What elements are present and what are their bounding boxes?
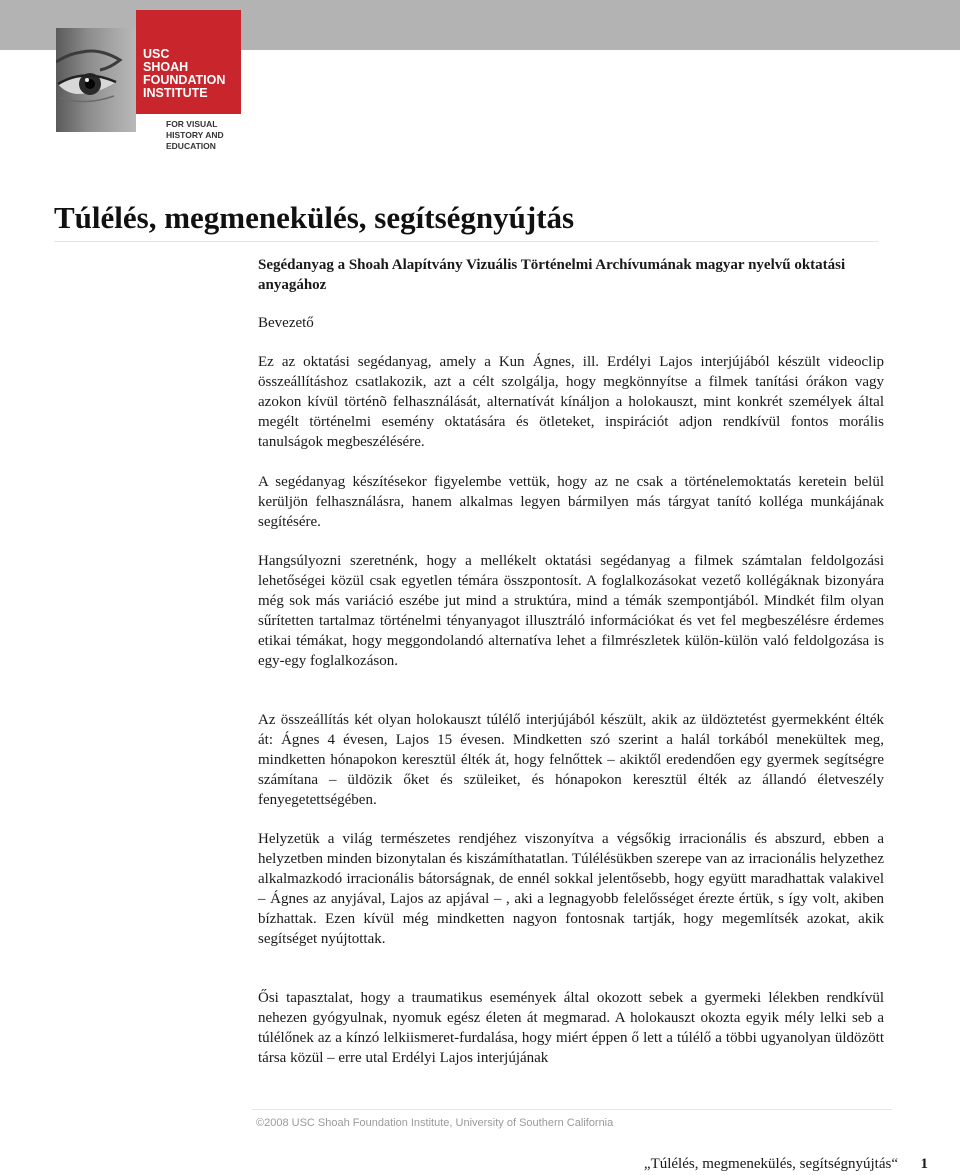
paragraph: Hangsúlyozni szeretnénk, hogy a mellékelt oktatási segédanyag a filmek számtalan feldolgozási lehetőségei közül csak egyetlen témára összpontosít. A foglalkozásokat vezető kollégáknak bizonyára még sok más variáció eszébe jut mind a struktúra, mind a témák szempontjából. Mindkét film olyan sűrítetten tartalmaz történelmi tényanyagot illusztráló információkat és vet fel megbeszélésre érdemes etikai témákat, hogy meggondolandó alternatíva lehet a filmrészletek külön-külön való feldolgozása is egy-egy foglalkozáson. bbox=[258, 553, 884, 669]
logo-tagline-line: HISTORY AND bbox=[166, 130, 224, 140]
title-divider bbox=[54, 241, 878, 242]
document-subtitle: Segédanyag a Shoah Alapítvány Vizuális Történelmi Archívumának magyar nyelvű oktatási anyagához bbox=[258, 257, 846, 293]
logo-line: USC bbox=[143, 47, 170, 61]
eye-photo bbox=[56, 28, 136, 132]
page-number: 1 bbox=[920, 1156, 928, 1172]
paragraph: A segédanyag készítésekor figyelembe vettük, hogy az ne csak a történelemoktatás keretein belül kerüljön felhasználásra, hanem alkalmas legyen bármilyen más tárgyat tanító kolléga munkájának segítésére. bbox=[258, 474, 884, 530]
paragraph: Helyzetük a világ természetes rendjéhez viszonyítva a végsőkig irracionális és abszurd, ebben a helyzetben minden bizonytalan és kiszámíthatatlan. Túlélésükben szerepe van az irracionális helyzethez alkalmazkodó irracionális bátorságnak, de ennél sokkal jelentősebb, hogy együtt maradhattak valakivel – Ágnes az anyjával, Lajos az apjával – , aki a legnagyobb felelősséget érezte értük, s így volt, akiben bízhattak. Ezen kívül még mindketten nagyon fontosnak tartják, hogy megemlítsék azokat, akik segítséget nyújtottak. bbox=[258, 831, 884, 947]
paragraph: Ez az oktatási segédanyag, amely a Kun Ágnes, ill. Erdélyi Lajos interjújából készült videoclip összeállításhoz csatlakozik, azt a célt szolgálja, hogy megkönnyítse a filmek tanítási órákon vagy azokon kívül történõ felhasználását, alternatívát kínáljon a holokauszt, mint konkrét személyek által megélt történelmi esemény oktatására és ötleteket, inspirációt adjon rendkívül fontos morális tanulságok megbeszélésére. bbox=[258, 354, 884, 450]
logo-tagline-line: EDUCATION bbox=[166, 141, 216, 151]
section-heading: Bevezető bbox=[258, 315, 314, 331]
copyright-notice: ©2008 USC Shoah Foundation Institute, University of Southern California bbox=[256, 1117, 614, 1129]
footer-divider bbox=[252, 1109, 892, 1110]
running-title: „Túlélés, megmenekülés, segítségnyújtás“ bbox=[643, 1156, 898, 1172]
logo-wordmark bbox=[143, 48, 225, 100]
eye-icon bbox=[56, 28, 136, 132]
logo-tagline bbox=[166, 119, 224, 152]
paragraph: Ősi tapasztalat, hogy a traumatikus események által okozott sebek a gyermeki lélekben rendkívül nehezen gyógyulnak, nyomuk egész életen át megmarad. A holokauszt okozta egyik mély lelki seb a túlélőnek az a kínzó lelkiismeret-furdalása, hogy miért éppen ő lett a túlélő a többi ugyanolyan üldözött társa közül – erre utal Erdélyi Lajos interjújának bbox=[258, 990, 884, 1066]
logo-line: SHOAH bbox=[143, 60, 189, 74]
logo-line: FOUNDATION bbox=[143, 73, 226, 87]
logo-tagline-line: FOR VISUAL bbox=[166, 119, 218, 129]
paragraph: Az összeállítás két olyan holokauszt túlélő interjújából készült, akik az üldöztetést gyermekként élték át: Ágnes 4 évesen, Lajos 15 évesen. Mindketten szó szerint a halál torkából menekültek meg, mindketten hónapokon keresztül élték át, hogy felnőttek – akiktől eredendően egy gyermek segítségre számítana – üldözik őket és szüleiket, és hónapokon keresztül élték az állandó életveszély fenyegetettségében. bbox=[258, 712, 884, 808]
logo-line: INSTITUTE bbox=[143, 86, 208, 100]
document-title: Túlélés, megmenekülés, segítségnyújtás bbox=[54, 200, 575, 235]
